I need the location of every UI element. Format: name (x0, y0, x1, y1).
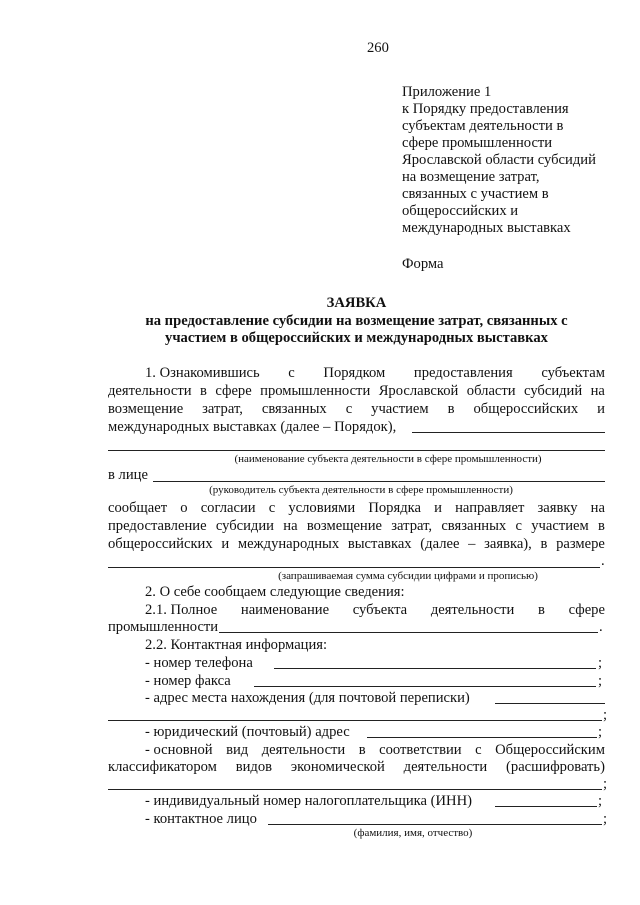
word: с (288, 365, 295, 381)
period-mark: . (601, 553, 605, 569)
semicolon-mark: ; (598, 793, 603, 809)
word: размере (556, 536, 605, 552)
word: сфере (568, 602, 605, 618)
semicolon-mark: ; (598, 655, 603, 671)
word: субъектам (541, 365, 605, 381)
word: затрат, (202, 401, 243, 417)
address-field-continued[interactable] (108, 720, 602, 721)
word: и (434, 500, 442, 516)
paragraph-line: международных выставках (далее – Порядок), (108, 419, 397, 435)
form-label: Форма (402, 256, 444, 272)
in-person-label: в лице (108, 467, 148, 483)
word: связанных (261, 401, 327, 417)
word: с (345, 401, 353, 417)
word: экономической (290, 759, 385, 775)
semicolon-mark: ; (603, 707, 608, 723)
paragraph-line (145, 365, 605, 382)
semicolon-mark: ; (603, 776, 608, 792)
word: общероссийских (108, 536, 213, 552)
word: связанных (441, 518, 507, 534)
word: согласии (200, 500, 256, 516)
word: о (180, 500, 188, 516)
semicolon-mark: ; (598, 673, 603, 689)
word: общероссийских (473, 401, 579, 417)
document-title: ЗАЯВКА (326, 295, 387, 311)
caption-head: (руководитель субъекта деятельности в сфере промышленности) (209, 484, 513, 496)
word: с (268, 500, 276, 516)
word: заявка), (484, 536, 532, 552)
contact-person-field[interactable] (268, 824, 602, 825)
word: наименование (240, 602, 330, 618)
caption-subject: (наименование субъекта деятельности в сфере промышленности) (234, 453, 542, 465)
industry-label: промышленности (108, 619, 219, 635)
document-subtitle-line: на предоставление субсидии на возмещение затрат, связанных с (145, 313, 568, 329)
activity-field[interactable] (108, 789, 602, 790)
phone-label: - номер телефона (145, 655, 253, 671)
caption-amount: (запрашиваемая сумма субсидии цифрами и прописью) (278, 570, 538, 582)
appendix-line: на возмещение затрат, (402, 169, 540, 185)
semicolon-mark: ; (598, 724, 603, 740)
word: направляет (455, 500, 525, 516)
word: 2.1. Полное (145, 602, 218, 618)
inn-field[interactable] (495, 806, 597, 807)
paragraph-line (145, 602, 605, 619)
paragraph-line (145, 742, 605, 759)
word: – (468, 536, 476, 552)
fax-field[interactable] (254, 686, 596, 687)
paragraph-line (108, 759, 605, 776)
semicolon-mark: ; (603, 811, 608, 827)
word: затрат, (391, 518, 433, 534)
subsidy-amount-field[interactable] (108, 567, 600, 568)
appendix-line: общероссийских и (402, 203, 519, 219)
appendix-line: международных выставках (402, 220, 571, 236)
word: классификатором (108, 759, 217, 775)
caption-fio: (фамилия, имя, отчество) (353, 827, 473, 839)
word: с (475, 742, 482, 758)
page-number: 260 (367, 40, 389, 56)
address-label: - адрес места нахождения (для почтовой переписки) (145, 690, 470, 706)
phone-field[interactable] (274, 668, 596, 669)
word: субсидий (524, 383, 583, 399)
word: деятельности (430, 602, 515, 618)
word: Порядком (323, 365, 386, 381)
fill-line[interactable] (412, 432, 605, 433)
word: на (590, 500, 605, 516)
word: международных (237, 536, 340, 552)
word: в (538, 602, 545, 618)
word: области (466, 383, 516, 399)
word: в (199, 383, 207, 399)
appendix-line: связанных с участием в (402, 186, 549, 202)
word: Ярославской (378, 383, 459, 399)
appendix-line: к Порядку предоставления (402, 101, 569, 117)
word: деятельности (261, 742, 346, 758)
word: на (590, 383, 605, 399)
word: Порядка (368, 500, 421, 516)
contacts-label: 2.2. Контактная информация: (145, 637, 328, 653)
word: с (515, 518, 522, 534)
inn-label: - индивидуальный номер налогоплательщика (ИНН) (145, 793, 472, 809)
word: промышленности (260, 383, 371, 399)
paragraph-line (108, 401, 605, 418)
paragraph-line (108, 383, 605, 400)
word: соответствии (379, 742, 462, 758)
word: сфере (215, 383, 252, 399)
word: участием (371, 401, 429, 417)
paragraph-line (108, 536, 605, 553)
word: предоставления (413, 365, 513, 381)
subject-name-field[interactable] (108, 450, 605, 451)
word: на (283, 518, 298, 534)
contact-person-label: - контактное лицо (145, 811, 257, 827)
word: видов (235, 759, 273, 775)
address-field[interactable] (495, 703, 605, 704)
word: вид (226, 742, 249, 758)
word: предоставление (108, 518, 207, 534)
word: в (540, 536, 548, 552)
paragraph-line (108, 500, 605, 517)
section2-intro: 2. О себе сообщаем следующие сведения: (145, 584, 405, 600)
word: выставках (347, 536, 412, 552)
appendix-line: Ярославской области субсидий (402, 152, 596, 168)
appendix-line: субъектам деятельности в (402, 118, 564, 134)
word: деятельности (108, 383, 192, 399)
word: субъекта (352, 602, 408, 618)
word: в (447, 401, 455, 417)
word: участием (531, 518, 589, 534)
period-mark: . (599, 619, 603, 635)
word: и (597, 401, 605, 417)
word: в (598, 518, 605, 534)
word: субсидии (215, 518, 274, 534)
appendix-line: сфере промышленности (402, 135, 553, 151)
word: возмещение (306, 518, 383, 534)
word: заявку (537, 500, 578, 516)
fax-label: - номер факса (145, 673, 231, 689)
word: условиями (288, 500, 356, 516)
appendix-line: Приложение 1 (402, 84, 492, 100)
word: 1. Ознакомившись (145, 365, 260, 381)
legal-address-field[interactable] (367, 737, 597, 738)
word: (далее (420, 536, 460, 552)
word: и (221, 536, 230, 552)
legal-address-label: - юридический (почтовый) адрес (145, 724, 350, 740)
word: в (358, 742, 366, 758)
word: сообщает (108, 500, 168, 516)
word: деятельности (403, 759, 488, 775)
representative-field[interactable] (153, 481, 605, 482)
word: - основной (145, 742, 213, 758)
word: возмещение (108, 401, 184, 417)
paragraph-line (108, 518, 605, 535)
document-subtitle-line: участием в общероссийских и международных выставках (165, 330, 548, 346)
full-name-field[interactable] (219, 632, 598, 633)
word: (расшифровать) (506, 759, 605, 775)
word: Общероссийским (495, 742, 605, 758)
